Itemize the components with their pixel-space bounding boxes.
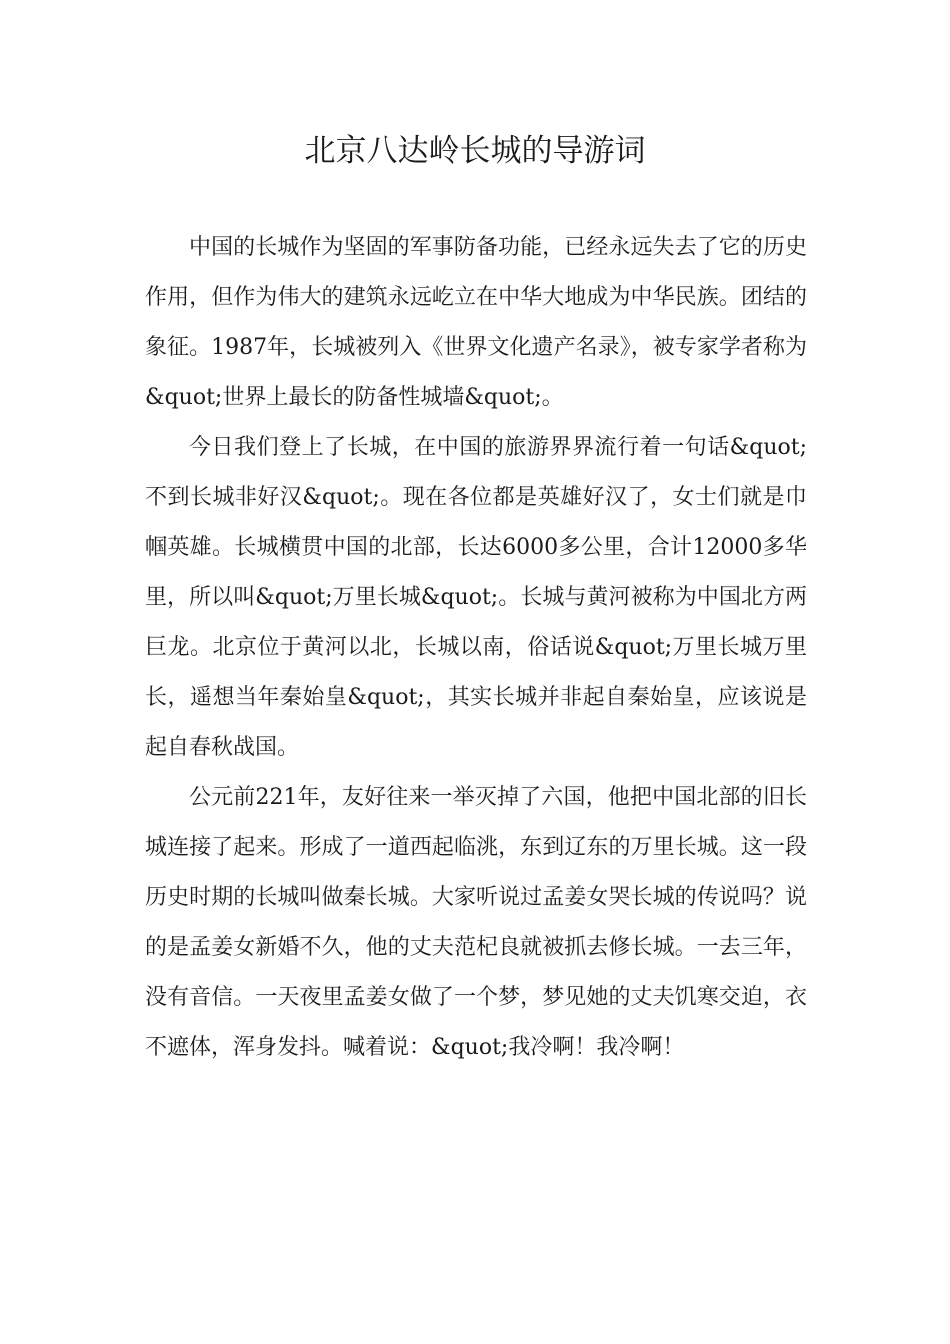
document-body bbox=[145, 223, 807, 1073]
paragraph: 今日我们登上了长城，在中国的旅游界界流行着一句话&quot;不到长城非好汉&quot;。现在各位都是英雄好汉了，女士们就是巾帼英雄。长城横贯中国的北部，长达6000多公里，合计12000多华里，所以叫&quot;万里长城&quot;。长城与黄河被称为中国北方两巨龙。北京位于黄河以北，长城以南，俗话说&quot;万里长城万里长，遥想当年秦始皇&quot;，其实长城并非起自秦始皇，应该说是起自春秋战国。 bbox=[145, 435, 807, 760]
page-title: 北京八达岭长城的导游词 bbox=[304, 133, 646, 169]
paragraph: 公元前221年，友好往来一举灭掉了六国，他把中国北部的旧长城连接了起来。形成了一道西起临洮，东到辽东的万里长城。这一段历史时期的长城叫做秦长城。大家听说过孟姜女哭长城的传说吗？说的是孟姜女新婚不久，他的丈夫范杞良就被抓去修长城。一去三年，没有音信。一天夜里孟姜女做了一个梦，梦见她的丈夫饥寒交迫，衣不遮体，浑身发抖。喊着说：&quot;我冷啊！我冷啊！ bbox=[145, 785, 807, 1060]
paragraph: 中国的长城作为坚固的军事防备功能，已经永远失去了它的历史作用，但作为伟大的建筑永远屹立在中华大地成为中华民族。团结的象征。1987年，长城被列入《世界文化遗产名录》，被专家学者称为&quot;世界上最长的防备性城墙&quot;。 bbox=[145, 235, 807, 410]
